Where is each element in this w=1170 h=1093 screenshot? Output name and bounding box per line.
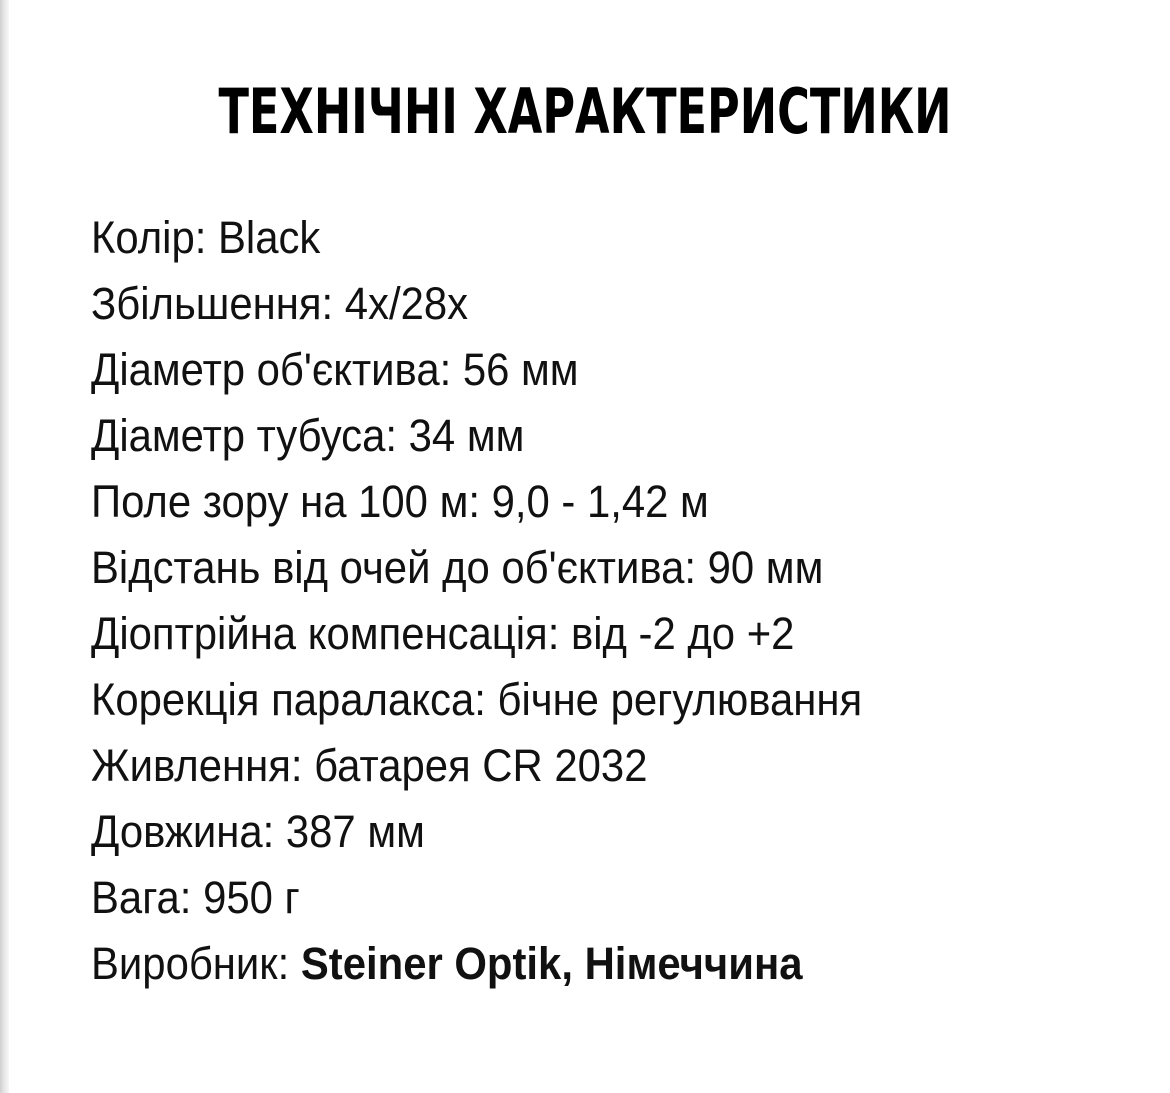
spec-label: Діаметр тубуса: [91, 410, 409, 461]
spec-label: Збільшення: [91, 278, 345, 329]
spec-value: 387 мм [285, 806, 425, 857]
spec-list [91, 205, 1151, 997]
spec-label: Діаметр об'єктива: [91, 344, 463, 395]
spec-value: 9,0 - 1,42 м [491, 476, 709, 527]
spec-label: Виробник: [91, 938, 301, 989]
spec-label: Поле зору на 100 м: [91, 476, 492, 527]
spec-row-manufacturer [91, 931, 1077, 997]
spec-value: 34 мм [408, 410, 525, 461]
spec-row-field-of-view [91, 469, 1077, 535]
spec-value: від -2 до +2 [570, 608, 795, 659]
spec-label: Діоптрійна компенсація: [91, 608, 571, 659]
spec-row-parallax [91, 667, 1077, 733]
spec-value: батарея CR 2032 [314, 740, 648, 791]
spec-label: Довжина: [91, 806, 286, 857]
spec-row-eye-relief [91, 535, 1077, 601]
spec-row-weight [91, 865, 1077, 931]
page-title: ТЕХНІЧНІ ХАРАКТЕРИСТИКИ [218, 75, 952, 148]
spec-label: Живлення: [91, 740, 315, 791]
page-edge-shadow [0, 0, 9, 1093]
spec-value: 950 г [203, 872, 300, 923]
spec-value: Steiner Optik, Німеччина [300, 938, 803, 989]
spec-value: бічне регулювання [497, 674, 863, 725]
spec-value: Black [217, 212, 321, 263]
spec-row-diopter [91, 601, 1077, 667]
spec-label: Корекція паралакса: [91, 674, 498, 725]
spec-row-tube-diameter [91, 403, 1077, 469]
spec-row-objective-diameter [91, 337, 1077, 403]
spec-value: 56 мм [462, 344, 579, 395]
spec-value: 4x/28x [344, 278, 469, 329]
spec-label: Вага: [91, 872, 204, 923]
spec-row-power [91, 733, 1077, 799]
spec-label: Колір: [91, 212, 218, 263]
spec-row-length [91, 799, 1077, 865]
spec-row-magnification [91, 271, 1077, 337]
spec-value: 90 мм [707, 542, 824, 593]
spec-label: Відстань від очей до об'єктива: [91, 542, 708, 593]
spec-row-color [91, 205, 1077, 271]
